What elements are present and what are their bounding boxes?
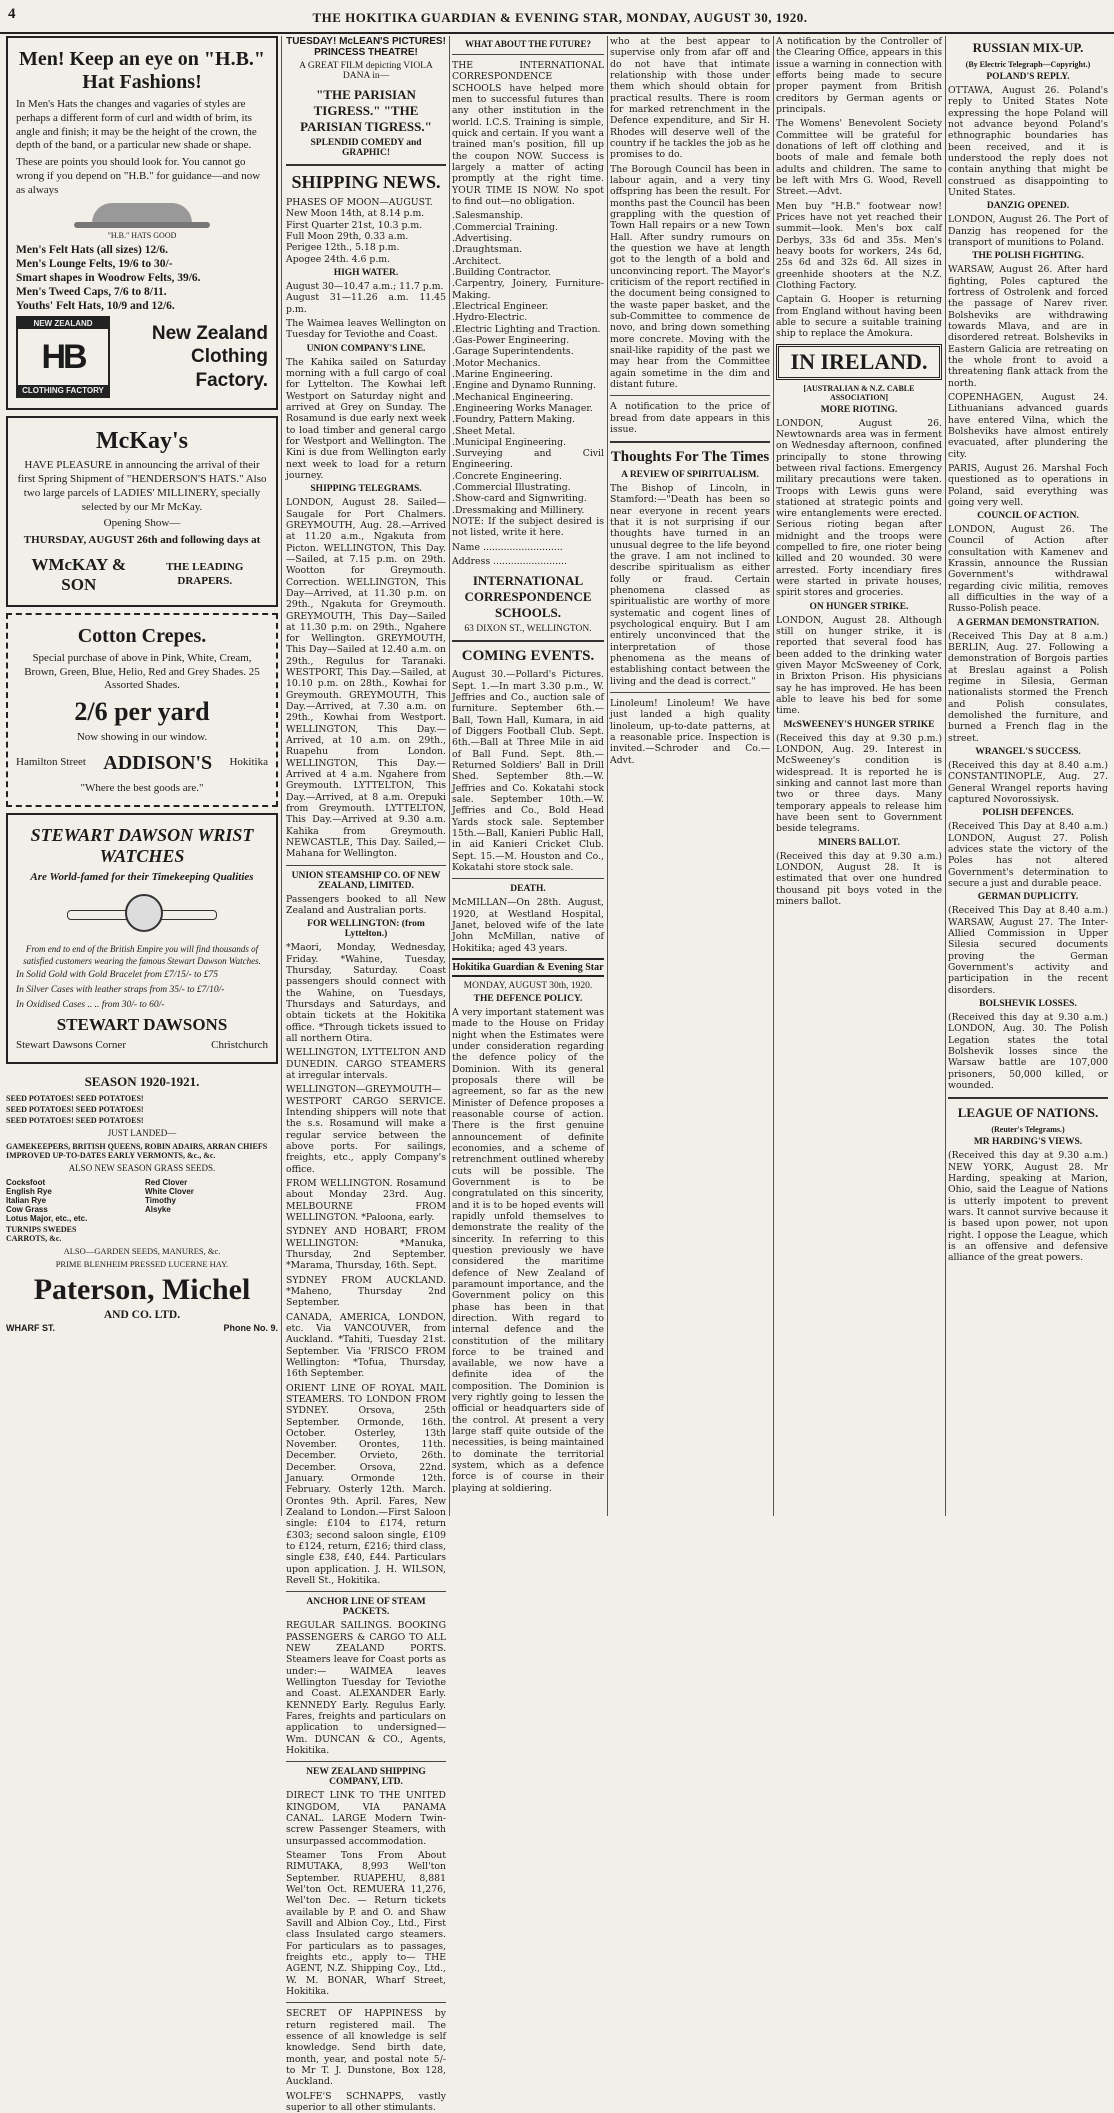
crepes-left: Hamilton Street (16, 756, 86, 769)
usco-auck: SYDNEY FROM AUCKLAND. *Maheno, Thursday 2nd September. (286, 1274, 446, 1309)
fighting-text: WARSAW, August 26. After hard fighting, Poles captured the fortress of Ostrolenk and forced the passage of Narev river. Bolsheviks are withdrawing towards Mlava, and are in disordered retreat. Bolsheviks in Eastern Galicia are retreating on the whole front to avoid a threatening flank attack from the north. (948, 264, 1108, 389)
ics-course-item: .Concrete Engineering. (452, 470, 563, 482)
ics-title: INTERNATIONAL CORRESPONDENCE SCHOOLS. (464, 573, 592, 621)
crepes-motto: "Where the best goods are." (80, 781, 204, 794)
ics-course-item: .Hydro-Electric. (452, 312, 528, 324)
hunger-heading: ON HUNGER STRIKE. (809, 601, 909, 612)
mckay-date: THURSDAY, AUGUST 26th and following days at (23, 534, 261, 546)
ics-course-item: .Salesmanship. (452, 210, 524, 222)
logo-bottom: CLOTHING FACTORY (18, 385, 108, 396)
ics-course-item: .Foundry, Pattern Making. (452, 414, 576, 426)
union-text: The Kahika sailed on Saturday morning with a full cargo of coal for Lyttelton. The Kowhai left Westport on Saturday night and arrived at Grey on Sunday. The Rosamund is due early next week to load timber and general cargo for Westport and Wellington. The Kini is due from Wellington early next week to load for a return journey. (286, 356, 446, 481)
paterson-firm: Paterson, Michel (33, 1272, 251, 1306)
mcsweeney-heading: McSWEENEY'S HUNGER STRIKE (783, 719, 935, 730)
anchor-text: REGULAR SAILINGS. BOOKING PASSENGERS & CARGO TO ALL NEW ZEALAND PORTS. Steamers leave for Coast ports as under:— WAIMEA leaves Wellington Tuesday for Teviothe and Coast. ALEXANDER Early. KENNEDY Early. Regulus Early. Fares, freights and particulars on application to undersigned— Wm. DUNCAN & CO., Agents, Hokitika. (286, 1620, 446, 1757)
moon-phases: PHASES OF MOON—AUGUST. New Moon 14th, at 8.14 p.m. First Quarter 21st, 10.3 p.m. Full Moon 29th, 0.33 a.m. Perigee 12th., 5.18 p.m. Apogee 24th. 4.6 p.m. (286, 197, 433, 265)
hb-footwear-note: Men buy "H.B." footwear now! Prices have not yet reached their summit—look. Men's box calf Derbys, 33s 6d and 35s. Men's heavy boots for workers, 24s 6d, 25s 6d and 32s 6d. All sizes in greenhide shooters at the N.Z. Clothing Factory. (776, 200, 942, 291)
nzs-list: Steamer Tons From About RIMUTAKA, 8,993 Well'ton September. RUAPEHU, 8,881 Wel'ton Oct. REMUERA 11,276, Wel'ton Dec. — Return tickets available by P. and O. and Shaw Savill and Albion Coy., Ltd., First class Insulated cargo steamers. For particulars as to passages, freights etc., apply to— THE AGENT, N.Z. Shipping Coy., Ltd., W. M. BONAR, Wharf Street, Hokitika. (286, 1850, 446, 1997)
season-hay: PRIME BLENHEIM PRESSED LUCERNE HAY. (55, 1259, 229, 1270)
paris-text: PARIS, August 26. Marshal Foch questioned as to operations in Poland, said everything was going very well. (948, 462, 1108, 508)
defence-text: A very important statement was made to the House on Friday night when the Estimates were under consideration regarding the defence policy of the Dominion. With its general proposals there will be agreement, so far as the new Minister of Defence proposes a reasonable course of action. There is the first genuine announcement of definite economies, and a scheme of retrenchment outlined whereby cuts will be possible. The Government is to be congratulated on this sincerity, and it is to be hoped events will rapidly unfold themselves to demonstrate the reality of the sincerity. In referring to this question previously we have considered the maritime defence of New Zealand of paramount importance, and the Government policy on this phase has been in that direction. With regard to internal defence and the constitution of the military force to be trained and available, we now have a definite idea of the composition. The Dominion is very rightly going to lessen the official or headquarters side of the control. At present a very large staff quite outside of the necessities, is being maintained to dominate the territorial system, which as a defence force is of course in their playing at soldiering. (452, 1006, 604, 1494)
seed-potatoes-advert (6, 1070, 278, 1333)
high-water-text: August 30—10.47 a.m.; 11.7 p.m. August 31—11.26 a.m. 11.45 p.m. (286, 280, 446, 315)
season-turnips: TURNIPS SWEDES CARROTS, &c. (6, 1224, 77, 1243)
telegrams-heading: SHIPPING TELEGRAMS. (310, 484, 422, 495)
column-rule (449, 36, 450, 1516)
usco-for: FOR WELLINGTON: (from Lyttelton.) (307, 919, 425, 940)
season-list: GAMEKEEPERS, BRITISH QUEENS, ROBIN ADAIRS, ARRAN CHIEFS IMPROVED UP-TO-DATES EARLY VERMONTS, &c., &c. (6, 1142, 268, 1161)
stewart-city: Christchurch (211, 1039, 268, 1052)
ics-course-list (452, 210, 604, 516)
telegrams-text: LONDON, August 28. Sailed—Saugale for Port Chalmers. GREYMOUTH, Aug. 28.—Arrived at 11.20 a.m., Ngakuta from Picton. WELLINGTON, This Day.—Sailed, at 7.15 p.m. on 29th. Wootton for Greymouth. Correction. WELLINGTON, This Day—Arrived, at 11.30 p.m. on 29th., Ngakuta for Greymouth. GREYMOUTH, This Day—Sailed at 11.30 p.m. on 29th., Ngahere for Wellington. GREYMOUTH, This Day—Sailed at 12.40 a.m. on 29th., Regulus for Taranaki. WESTPORT, This Day.—Sailed, at 10.10 p.m. on 28th., Kowhai for Greymouth. GREYMOUTH, This Day.—Arrived, at 7.30 a.m. on 29th., Kowhai from Westport. WELLINGTON, This Day.—Arrived, at 10 a.m. on 29th., Ruapehu from London. WELLINGTON, This Day.—Arrived at 4 a.m. Ngahere from Greymouth. LYTTELTON, This Day.—Arrived, at 8 a.m. Orepuki from Greymouth. LYTTELTON, This Day.—Arrived at 9.30 a.m. Kahika from Greymouth. NEWCASTLE, This Day. Sailed,—Mahana for Wellington. (286, 497, 446, 860)
thoughts-text: The Bishop of Lincoln, in Stamford:—"Death has been so near everyone in recent years that it is not surprising if our thoughts have turned in an unusual degree to the life beyond the grave. I am not inclined to describe spiritualism as either folly or fraud. Certain phenomena classed as spiritualistic are worthy of more systematic and cogent lines of psychological enquiry. But I am entirely unconvinced that the interpretation of those phenomena as the means of establishing contact between the living and the dead is correct." (610, 483, 770, 687)
wrangel-text: (Received this day at 8.40 a.m.) CONSTANTINOPLE, Aug. 27. General Wrangel reports having captured Novorossiysk. (948, 760, 1108, 806)
hb-line-3: Smart shapes in Woodrow Felts, 39/6. (16, 272, 201, 285)
stewart-dawson-advert (6, 813, 278, 1065)
ics-course-item: .Carpentry, Joinery, Furniture-Making. (452, 278, 604, 301)
column-rule (281, 36, 282, 1516)
season-left-list: Cocksfoot English Rye Italian Rye Cow Grass Lotus Major, etc., etc. (6, 1177, 88, 1223)
danzig-text: LONDON, August 26. The Port of Danzig has reopened for the transport of munitions to Poland. (948, 214, 1108, 248)
ics-course-item: .Engineering Works Manager. (452, 402, 593, 414)
stewart-tagline: Are World-famed for their Timekeeping Qualities (30, 870, 254, 883)
ics-course-item: .Surveying and Civil Engineering. (452, 448, 604, 471)
news-column (776, 36, 942, 1516)
german-text: (Received This Day at 8 a.m.) BERLIN, Aug. 27. Following a demonstration of Borgois parties at Breslau against a Polish regime in Silesia, German nationalists stormed the French and Polish consulates, demolished the furniture, and burned a French flag in the street. (948, 630, 1108, 744)
bolshevik-heading: BOLSHEVIK LOSSES. (979, 998, 1077, 1009)
season-line-2: SEED POTATOES! SEED POTATOES! (6, 1105, 144, 1115)
ics-course-item: .Engine and Dynamo Running. (452, 380, 596, 392)
masthead-title: THE HOKITIKA GUARDIAN & EVENING STAR, MONDAY, AUGUST 30, 1920. (312, 10, 808, 25)
union-heading: UNION COMPANY'S LINE. (306, 343, 426, 354)
nzs-heading: NEW ZEALAND SHIPPING COMPANY, LTD. (306, 1767, 426, 1788)
council-text: LONDON, August 26. The Council of Action after consultation with Kamenev and Krassin, announce the Russian Government's withdrawal regarding civic militia, removes all difficulties in the way of a Russo-Polish peace. (948, 524, 1108, 615)
factory-name: New Zealand Clothing Factory. (151, 322, 268, 392)
poland-heading: POLAND'S REPLY. (986, 72, 1070, 82)
shipping-title: SHIPPING NEWS. (291, 172, 441, 192)
stewart-line-3: In Oxidised Cases .. .. from 30/- to 60/- (16, 999, 165, 1010)
hb-line-4: Men's Tweed Caps, 7/6 to 8/11. (16, 286, 167, 299)
ics-course-item: .Garage Superintendents. (452, 346, 574, 358)
hb-hats-advert (6, 36, 278, 410)
defences-heading: POLISH DEFENCES. (982, 808, 1074, 819)
season-landed: JUST LANDED— (107, 1128, 177, 1139)
miners-heading: MINERS BALLOT. (818, 837, 900, 848)
council-heading: COUNCIL OF ACTION. (977, 511, 1079, 522)
hb-logo (16, 316, 110, 398)
wrangel-heading: WRANGEL'S SUCCESS. (975, 747, 1081, 758)
copenhagen-text: COPENHAGEN, August 24. Lithuanians advanced guards have entered Vilna, which the Bolsheviks have almost entirely evacuated, after plundering the city. (948, 391, 1108, 460)
secret-advert: SECRET OF HAPPINESS by return registered mail. The essence of all knowledge is self knowledge. Send birth date, month, year, and postal note 5/- to Mr T. J. Dunstone, Box 128, Auckland. (286, 2008, 446, 2088)
hunger-text: LONDON, August 28. Although still on hunger strike, it is reported that several food has been added to the drinking water given Mayor McSweeney of Cork, in Brixton Prison. His physicians say he has improved. He has been able to leave his bed for some time. (776, 614, 942, 717)
ics-address: 63 DIXON ST., WELLINGTON. (464, 624, 592, 635)
mckay-firm: WMcKAY & SON (31, 554, 127, 594)
russian-heading: RUSSIAN MIX-UP. (972, 40, 1084, 55)
orient-line: ORIENT LINE OF ROYAL MAIL STEAMERS. TO LONDON FROM SYDNEY. Orsova, 25th September. Ormonde, 16th. October. Osterley, 13th November. Orontes, 11th. December. Orvieto, 26th. December. Orsova, 22nd. January. Ormonde 12th. February. Osterly 12th. March. Orontes 9th. April. Fares, New Zealand to London.—First Saloon single: £104 to £174, return £303; second saloon single, £109 to £124, return, £216; third class, single £38, £40, £44. Particulars upon application. J. H. WILSON, Revell St., Hokitika. (286, 1382, 446, 1587)
paterson-co: AND CO. LTD. (103, 1308, 181, 1321)
phone-no: Phone No. 9. (223, 1322, 278, 1333)
season-right-list: Red Clover White Clover Timothy Alsyke (145, 1177, 194, 1214)
addisons-firm: ADDISON'S (103, 751, 213, 774)
crepes-price: 2/6 per yard (74, 697, 210, 726)
editorial-column (610, 36, 770, 1516)
stewart-line-2: In Silver Cases with leather straps from 35/- to £7/10/- (16, 984, 225, 995)
clearing-office-note: A notification by the Controller of the Clearing Office, appears in this issue a warning in connection with efforts being made to secure proper payment from British creditors by German agents or principals. (776, 36, 942, 115)
coming-events-title: COMING EVENTS. (461, 648, 595, 665)
wharf-st: WHARF ST. (6, 1322, 55, 1333)
ics-course-item: .Electric Lighting and Traction. (452, 323, 601, 335)
death-notice: McMILLAN—On 28th. August, 1920, at Westland Hospital, Janet, beloved wife of the late John McMillan, native of Hokitika; aged 43 years. (452, 897, 604, 954)
poland-text: OTTAWA, August 26. Poland's reply to United States Note expressing the hope Poland will not advance beyond Poland's ethnographic boundaries has been received, and it is understood the reply does not contain anything that might be construed as disappointing to United States. (948, 85, 1108, 198)
season-grass: ALSO NEW SEASON GRASS SEEDS. (68, 1163, 216, 1174)
bolshevik-text: (Received this day at 9.30 a.m.) LONDON, Aug. 30. The Polish Legation states the total Bolshevik losses since the Warsaw battle are 107,000 prisoners, 50,000 killed, or wounded. (948, 1011, 1108, 1091)
danzig-heading: DANZIG OPENED. (986, 201, 1070, 212)
season-title: SEASON 1920-1921. (84, 1074, 200, 1090)
ics-name-field: Name ........................... (452, 541, 563, 553)
hat-label: "H.B." HATS GOOD (107, 231, 177, 241)
ics-course-item: .Building Contractor. (452, 266, 551, 278)
ics-course-item: .Electrical Engineer. (452, 300, 549, 312)
hb-line-1: Men's Felt Hats (all sizes) 12/6. (16, 244, 169, 257)
film-intro: A GREAT FILM depicting VIOLA DANA in— (299, 61, 433, 81)
crepes-body: Special purchase of above in Pink, White, Cream, Brown, Green, Blue, Helio, Red and Grey Shades. 25 Assorted Shades. (24, 651, 260, 692)
usco-heading: UNION STEAMSHIP CO. OF NEW ZEALAND, LIMITED. (291, 870, 441, 891)
ics-address-field: Address ......................... (452, 556, 567, 568)
crepes-right: Hokitika (229, 756, 268, 769)
mini-masthead: Hokitika Guardian & Evening Star (452, 958, 604, 977)
mckay-title: McKay's (96, 428, 188, 455)
column-rule (945, 36, 946, 1516)
stewart-corner: Stewart Dawsons Corner (16, 1039, 126, 1052)
defence-continued: who at the best appear to supervise only from afar off and do not have that intimate relationship with those under them which should obtain for practical results. There is room for marked retrenchment in the Defence expenditure, and Sir H. Rhodes will deserve well of the country if he tackles the job as he promises to do. (610, 36, 770, 161)
rioting-text: LONDON, August 26. Newtownards area was in ferment on Wednesday afternoon, confined principally to stone throwing between rival factions. Emergency military precautions were taken. Troops with Lewis guns were stationed at strategic points and wire entanglements were erected. Serious rioting began after midnight and the troops were compelled to fire, one rioter being killed and 20 wounded. 30 were arrested. Forty incendiary fires were started in private houses, spirit stores and groceries. (776, 417, 942, 599)
usco-list: *Maori, Monday, Wednesday, Friday. *Wahine, Tuesday, Thursday, Saturday. Coast passengers should connect with the Wahine, on Tuesdays, Thursdays and Saturdays, and obtain tickets at the Hokitika office. *Through tickets issued to all northern Otira. (286, 942, 446, 1044)
stewart-line-1: In Solid Gold with Gold Bracelet from £7/15/- to £75 (16, 969, 219, 980)
column-rule (773, 36, 774, 1516)
masthead (0, 0, 1114, 34)
wolfe-advert: WOLFE'S SCHNAPPS, vastly superior to all other stimulants. (286, 2090, 446, 2113)
russian-sub: (By Electric Telegraph—Copyright.) (965, 60, 1091, 69)
ics-course-item: .Draughtsman. (452, 244, 523, 256)
league-heading: LEAGUE OF NATIONS. (957, 1105, 1099, 1121)
usco-wg: WELLINGTON—GREYMOUTH—WESTPORT CARGO SERVICE. Intending shippers will note that the s.s. Rosamund will make a regular service between the above ports. For sailings, freights, etc., apply Company's office. (286, 1084, 446, 1175)
advert-column (6, 36, 278, 1516)
usco-syd: SYDNEY AND HOBART, FROM WELLINGTON: *Manuka, Thursday, 2nd September. *Marama, Thursday, 16th. Sept. (286, 1226, 446, 1272)
season-line-3: SEED POTATOES! SEED POTATOES! (6, 1116, 144, 1126)
miners-text: (Received this day at 9.30 a.m.) LONDON, August 28. It is estimated that over one hundred thousand pit boys voted in the miners ballot. (776, 850, 942, 907)
wrist-watch-icon (67, 890, 217, 938)
hb-body: In Men's Hats the changes and vagaries of styles are perhaps a different form of curl and width of brim, its angle and finish; it may be the height of the crown, the depth of the band, or a particular new shade or shape. (16, 98, 257, 152)
thoughts-title: Thoughts For The Times (610, 449, 770, 466)
ireland-sub: [AUSTRALIAN & N.Z. CABLE ASSOCIATION] (803, 383, 915, 402)
fighting-heading: THE POLISH FIGHTING. (972, 251, 1084, 262)
ics-course-item: .Mechanical Engineering. (452, 391, 574, 403)
ics-course-item: .Show-card and Signwriting. (452, 493, 587, 505)
thoughts-sub: A REVIEW OF SPIRITUALISM. (621, 470, 759, 481)
usco-wl: WELLINGTON, LYTTELTON AND DUNEDIN. CARGO STEAMERS at irregular intervals. (286, 1047, 446, 1081)
ics-course-item: .Commercial Illustrating. (452, 482, 571, 494)
ics-course-item: .Sheet Metal. (452, 425, 516, 437)
editorial-date: MONDAY, AUGUST 30th, 1920. (463, 980, 593, 991)
ics-course-item: .Advertising. (452, 232, 513, 244)
anchor-heading: ANCHOR LINE OF STEAM PACKETS. (306, 1597, 426, 1618)
bread-notification: A notification to the price of bread from date appears in this issue. (610, 401, 770, 435)
linoleum-advert: Linoleum! Linoleum! We have just landed a high quality linoleum, up-to-date patterns, at a reasonable price. Inspection is invited.—Schroder and Co.—Advt. (610, 698, 770, 766)
ics-column (452, 36, 604, 1516)
usco-canada: CANADA, AMERICA, LONDON, etc. Via VANCOUVER, from Auckland. *Tahiti, Tuesday 21st. September. Via 'FRISCO FROM Wellington: *Tofua, Thursday, 16th September. (286, 1311, 446, 1380)
ics-course-item: .Municipal Engineering. (452, 436, 567, 448)
hb-line-2: Men's Lounge Felts, 19/6 to 30/- (16, 258, 173, 271)
column-rule (607, 36, 608, 1516)
german-heading: A GERMAN DEMONSTRATION. (956, 617, 1100, 628)
season-line-1: SEED POTATOES! SEED POTATOES! (6, 1094, 144, 1104)
ics-course-item: .Dressmaking and Millinery. (452, 504, 585, 516)
mckay-advert (6, 416, 278, 607)
hooper-note: Captain G. Hooper is returning from England without having been able to secure a suitable training ship to replace the Amokura. (776, 294, 942, 340)
harding-heading: MR HARDING'S VIEWS. (973, 1137, 1083, 1148)
crepes-title: Cotton Crepes. (77, 624, 207, 647)
coming-events-text: August 30.—Pollard's Pictures. Sept. 1.—In mart 3.30 p.m., W. Jeffries and Co., auction sale of furniture. September 6th.—Ball, Town Hall, Kumara, in aid of Diggers Football Club. Sept. 6th.—Ball at Three Mile in aid of Ball Fund. Sept. 8th.—Returned Soldiers' Ball in Drill Shed. September 8th.—W. Jeffries and Co. Kokatahi stock sale. September 10th.—W. Jeffries and Co., Bold Head Yards stock sale. September 15th.—Ball, Kanieri Public Hall, in aid Kanieri Cricket Club. Sept. 15.—M. Houston and Co., Kokatahi store stock sale. (452, 669, 604, 874)
league-sub: (Reuter's Telegrams.) (991, 1125, 1065, 1135)
death-heading: DEATH. (510, 884, 546, 895)
shipping-column (286, 36, 446, 2113)
stewart-body: From end to end of the British Empire you will find thousands of satisfied customers wearing the famous Stewart Dawson Watches. (23, 944, 261, 966)
mckay-body: HAVE PLEASURE in announcing the arrival of their first Spring Shipment of "HENDERSON'S HATS." Also two large parcels of LADIES' MILLINERY, specially selected by our Mr McKay. (17, 459, 267, 513)
womens-society-note: The Womens' Benevolent Society Committee will be grateful for donations of left off clothing and boots of male and female both adults and children. The same to be left with Mrs G. Wood, Revell Street.—Advt. (776, 118, 942, 198)
ics-course-item: .Gas-Power Engineering. (452, 334, 570, 346)
page-number: 4 (8, 6, 16, 22)
duplicity-heading: GERMAN DUPLICITY. (977, 892, 1079, 903)
borough-council-text: The Borough Council has been in labour again, and a very tiny offspring has been the result. For months past the Council has been grappling with the question of Town Hall repairs or a new Town Hall. After sundry rumours on the question we have at length got to the length of a bold and unconvincing report. The Mayor's criticism of the report rectified in the document being consigned to the waste paper basket, and the sub-Committee to commence de novo, and bring down something more concrete. Moving with the snail-like rapidity of the past we may hear from the Committee again sometime in the dim and distant future. (610, 163, 770, 390)
hb-line-5: Youths' Felt Hats, 10/9 and 12/6. (16, 300, 175, 313)
rioting-heading: MORE RIOTING. (820, 404, 898, 415)
hat-illustration-icon (92, 203, 192, 225)
mckay-opening: Opening Show— (103, 517, 181, 530)
waimea-note: The Waimea leaves Wellington on Tuesday for Teviothe and Coast. (286, 317, 446, 341)
stewart-firm: STEWART DAWSONS (56, 1015, 228, 1035)
ics-note: NOTE: If the subject desired is not listed, write it here. (452, 516, 604, 539)
crepes-showing: Now showing in our window. (76, 731, 208, 743)
theatre-banner: TUESDAY! McLEAN'S PICTURES! PRINCESS THEATRE! (286, 36, 446, 58)
ics-course-item: .Motor Mechanics. (452, 357, 541, 369)
ics-course-item: .Architect. (452, 255, 502, 267)
future-heading: WHAT ABOUT THE FUTURE? (464, 39, 592, 49)
defences-text: (Received This Day at 8.40 a.m.) LONDON, August 27. Polish advices state the victory of the Poles has not altered Government's determination to secure a just and durable peace. (948, 821, 1108, 890)
season-garden: ALSO—GARDEN SEEDS, MANURES, &c. (63, 1245, 221, 1256)
logo-mark: HB (41, 337, 85, 376)
hb-body2: These are points you should look for. You cannot go wrong if you depend on "H.B." for guidance—and now as always (16, 156, 261, 196)
mcsweeney-text: (Received this day at 9.30 p.m.) LONDON, Aug. 29. Interest in McSweeney's condition is widespread. It is reported he is sinking and cannot last more than two or three days. Many temporary appeals to release him have been sent to Government beside telegrams. (776, 732, 942, 835)
ics-course-item: .Marine Engineering. (452, 368, 553, 380)
usco-melb: FROM WELLINGTON. Rosamund about Monday 23rd. Aug. MELBOURNE FROM WELLINGTON. *Paloona, early. (286, 1177, 446, 1223)
hb-headline: Men! Keep an eye on "H.B." Hat Fashions! (18, 48, 266, 93)
high-water-heading: HIGH WATER. (333, 267, 399, 278)
ics-course-item: .Commercial Training. (452, 221, 558, 233)
film-sub: SPLENDID COMEDY and GRAPHIC! (310, 138, 422, 158)
usco-text: Passengers booked to all New Zealand and Australian ports. (286, 893, 446, 917)
nzs-text: DIRECT LINK TO THE UNITED KINGDOM, VIA PANAMA CANAL. LARGE Modern Twin-screw Passenger Steamers, with unsurpassed accommodation. (286, 1790, 446, 1847)
mckay-tag: THE LEADING DRAPERS. (166, 561, 244, 587)
stewart-title: STEWART DAWSON WRIST WATCHES (30, 824, 254, 866)
ireland-heading: IN IRELAND. (776, 344, 942, 380)
duplicity-text: (Received This Day at 8.40 a.m.) WARSAW, August 27. The Inter-Allied Commission in Upper Silesia secured documents proving the German Government's activity and participation in the recent disorders. (948, 905, 1108, 996)
logo-top: NEW ZEALAND (18, 318, 108, 329)
film-title: "THE PARISIAN TIGRESS." "THE PARISIAN TIGRESS." (300, 87, 432, 134)
cotton-crepes-advert (6, 613, 278, 807)
cable-news-column (948, 36, 1108, 1516)
future-text: THE INTERNATIONAL CORRESPONDENCE SCHOOLS have helped more men to successful futures than any other institution in the world. I.C.S. Training is simple, quick and certain. If you want a trained man's position, fill up the coupon NOW. Success is largely a matter of acting promptly at the right time. YOUR TIME IS NOW. No spot to find out—no obligation. (452, 60, 604, 207)
defence-heading: THE DEFENCE POLICY. (473, 993, 583, 1004)
harding-text: (Received this day at 9.30 a.m.) NEW YORK, August 28. Mr Harding, speaking at Marion, Ohio, said the League of Nations is utterly impotent to prevent wars. It cannot survive because it is based upon power, not upon right. I oppose the League, which is an offensive and defensive alliance of the great powers. (948, 1150, 1108, 1264)
